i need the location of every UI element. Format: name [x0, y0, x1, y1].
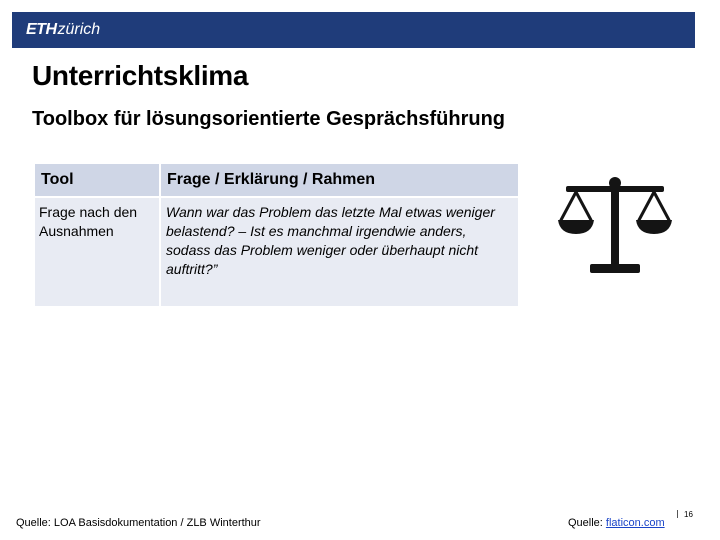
- logo-zurich: zürich: [57, 21, 101, 38]
- eth-zurich-logo[interactable]: [26, 19, 100, 41]
- page-number: 16: [684, 510, 693, 519]
- footer-source-left: Quelle: LOA Basisdokumentation / ZLB Winterthur: [16, 517, 261, 529]
- header-bar-edge: [695, 12, 709, 48]
- table-row: [34, 197, 519, 307]
- cell-tool: Frage nach den Ausnahmen: [34, 197, 160, 307]
- column-header-tool: Tool: [34, 163, 160, 197]
- toolbox-table: [33, 162, 520, 308]
- slide-subtitle: Toolbox für lösungsorientierte Gesprächsführung: [32, 108, 505, 130]
- slide-title: Unterrichtsklima: [32, 60, 249, 91]
- table-header-row: [34, 163, 519, 197]
- column-header-question: Frage / Erklärung / Rahmen: [160, 163, 519, 197]
- header-bar: [12, 12, 709, 48]
- logo-eth: ETH: [26, 21, 57, 38]
- footer-source-prefix: Quelle:: [568, 517, 606, 529]
- footer-source-right: [568, 516, 665, 530]
- cell-question: Wann war das Problem das letzte Mal etwas weniger belastend? – Ist es manchmal irgendwie anders, sodass das Problem weniger oder überhaupt nicht auftritt?”: [160, 197, 519, 307]
- page-number-separator: [677, 510, 678, 518]
- scales-icon: [556, 176, 674, 274]
- flaticon-link[interactable]: flaticon.com: [605, 517, 665, 529]
